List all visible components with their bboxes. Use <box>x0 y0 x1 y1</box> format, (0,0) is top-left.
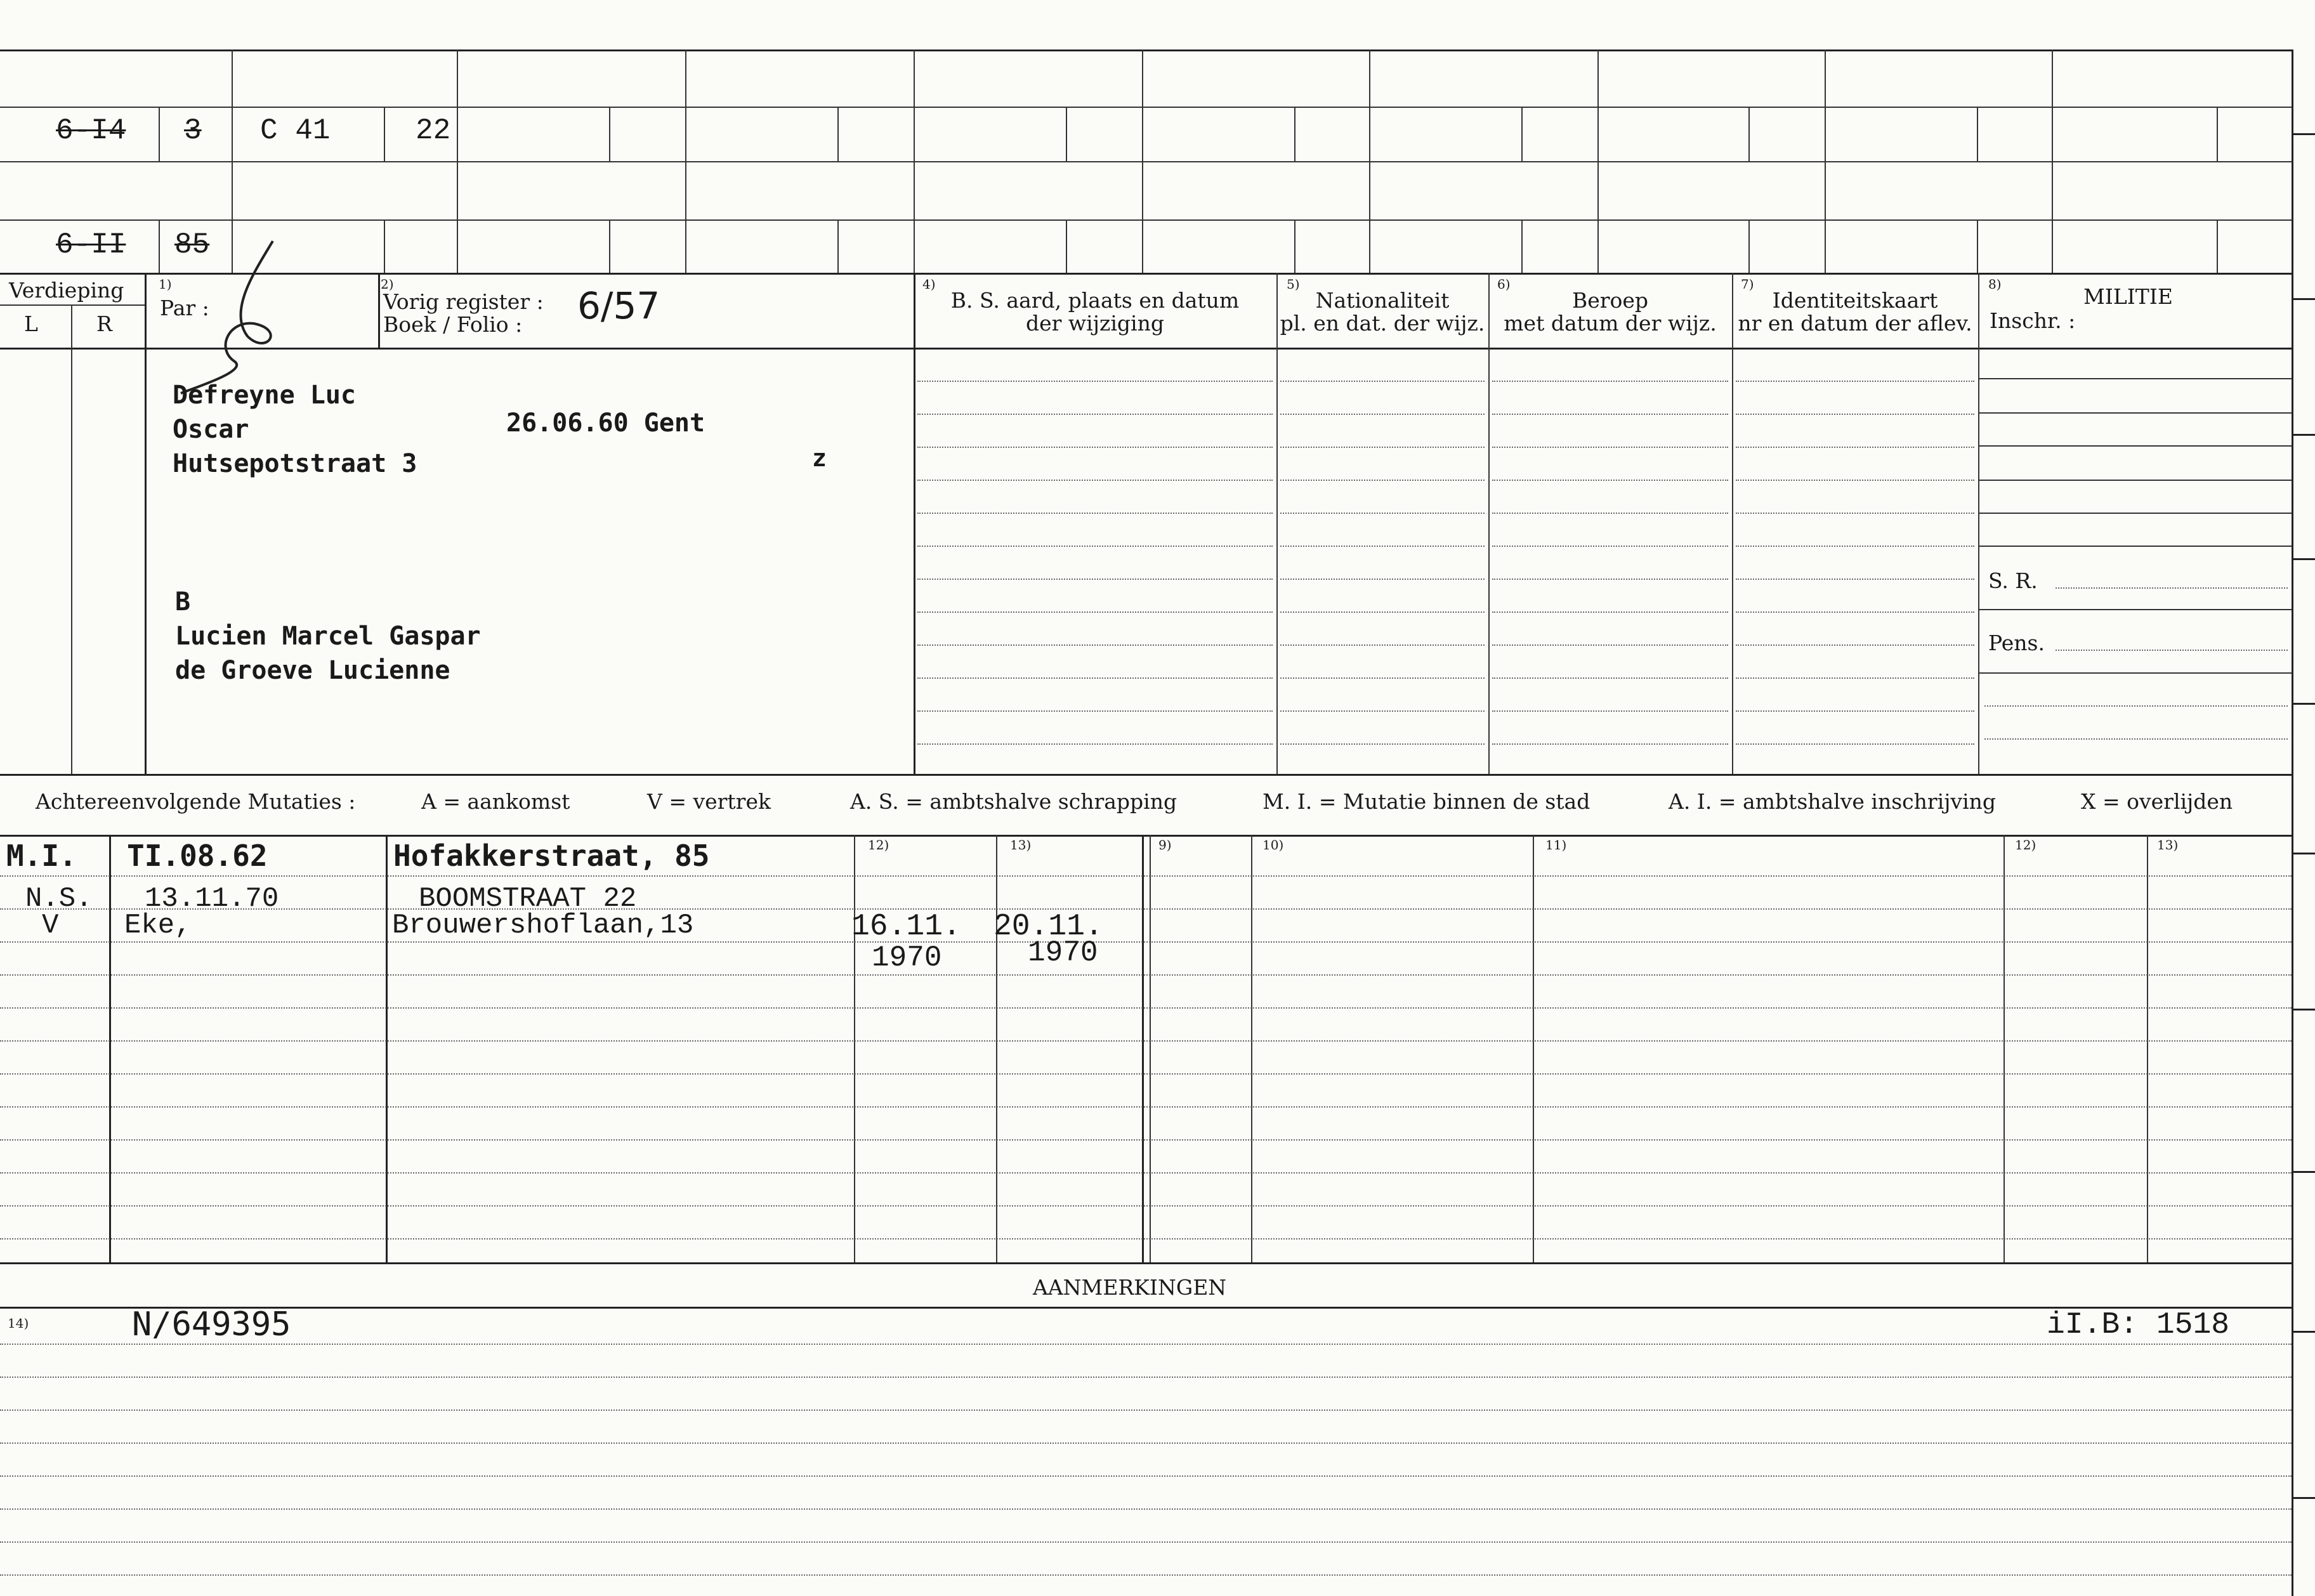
remarks-title: AANMERKINGEN <box>1033 1275 1227 1300</box>
nationaliteit-header: Nationaliteit <box>1315 288 1450 313</box>
col-number-11: 11) <box>1545 837 1567 853</box>
boek-folio-label: Boek / Folio : <box>383 312 523 337</box>
col-number-12a: 12) <box>868 837 889 853</box>
col-number-13b: 13) <box>2157 837 2179 853</box>
militie-header: MILITIE <box>2083 284 2173 309</box>
note-8: 8) <box>1988 277 2002 292</box>
legend-mutatie: M. I. = Mutatie binnen de stad <box>1262 789 1590 814</box>
block-code: C 41 <box>260 114 331 147</box>
beroep-subheader: met datum der wijz. <box>1504 311 1717 336</box>
legend-title: Achtereenvolgende Mutaties : <box>36 789 356 814</box>
pens-label: Pens. <box>1988 631 2045 655</box>
mutation-code: V <box>42 910 59 941</box>
inschr-label: Inschr. : <box>1990 308 2076 333</box>
par-label: Par : <box>160 296 209 320</box>
mutation-year-12: 1970 <box>872 941 942 974</box>
identiteitskaart-header: Identiteitskaart <box>1772 288 1938 313</box>
person-second-name: Oscar <box>173 415 249 444</box>
nationaliteit-subheader: pl. en dat. der wijz. <box>1280 311 1485 336</box>
person-mother: de Groeve Lucienne <box>175 656 450 685</box>
legend-overlijden: X = overlijden <box>2081 789 2233 814</box>
legend-aankomst: A = aankomst <box>421 789 570 814</box>
legend-schrapping: A. S. = ambtshalve schrapping <box>850 789 1177 814</box>
remarks-ib-number: iI.B: 1518 <box>2047 1308 2230 1342</box>
mutation-date: 13.11.70 <box>145 883 279 915</box>
mutation-date-13: 20.11. <box>994 910 1103 944</box>
mutation-address: Brouwershoflaan,13 <box>392 910 694 941</box>
note-4: 4) <box>922 277 936 292</box>
mutation-address: BOOMSTRAAT 22 <box>419 883 637 915</box>
mutation-date: TI.08.62 <box>127 839 268 873</box>
person-status: B <box>175 587 191 617</box>
bs-header-line2: der wijziging <box>1026 311 1164 336</box>
note-5: 5) <box>1287 277 1300 292</box>
beroep-header: Beroep <box>1571 288 1649 313</box>
right-label: R <box>96 311 112 336</box>
col-number-13a: 13) <box>1010 837 1032 853</box>
col-number-10: 10) <box>1262 837 1284 853</box>
handwritten-flourish-icon <box>178 235 292 400</box>
person-birth: 26.06.60 Gent <box>506 409 705 438</box>
mutation-year-13: 1970 <box>1028 936 1098 969</box>
remarks-reference: N/649395 <box>132 1305 291 1344</box>
person-name: Defreyne Luc <box>173 381 356 410</box>
old-block-code-2: 6-II <box>56 228 126 261</box>
mutation-date: Eke, <box>124 910 192 941</box>
mutation-code: M.I. <box>6 839 77 873</box>
mutation-date-12: 16.11. <box>851 910 961 944</box>
note-6: 6) <box>1497 277 1511 292</box>
block-number: 22 <box>416 114 451 147</box>
person-address: Hutsepotstraat 3 <box>173 449 417 478</box>
legend-inschrijving: A. I. = ambtshalve inschrijving <box>1669 789 1997 814</box>
person-father: Lucien Marcel Gaspar <box>175 622 481 651</box>
old-block-code-1: 6-I4 <box>56 114 126 147</box>
identiteitskaart-subheader: nr en datum der aflev. <box>1738 311 1972 336</box>
note-1: 1) <box>159 277 172 292</box>
sr-label: S. R. <box>1988 568 2038 593</box>
col-number-12b: 12) <box>2015 837 2036 853</box>
bs-header-line1: B. S. aard, plaats en datum <box>950 288 1240 313</box>
register-value: 6/57 <box>577 284 660 327</box>
left-label: L <box>24 311 38 336</box>
person-mark: z <box>812 444 827 472</box>
note-7: 7) <box>1741 277 1754 292</box>
old-block-number-1: 3 <box>184 114 202 147</box>
verdieping-label: Verdieping <box>9 278 124 303</box>
old-block-number-2: 85 <box>174 228 210 261</box>
mutation-code: N.S. <box>25 883 93 915</box>
vorig-register-label: Vorig register : <box>383 289 544 314</box>
note-14: 14) <box>8 1316 29 1331</box>
legend-vertrek: V = vertrek <box>647 789 771 814</box>
note-2: 2) <box>381 277 394 292</box>
mutation-address: Hofakkerstraat, 85 <box>393 839 710 873</box>
col-number-9: 9) <box>1158 837 1172 853</box>
